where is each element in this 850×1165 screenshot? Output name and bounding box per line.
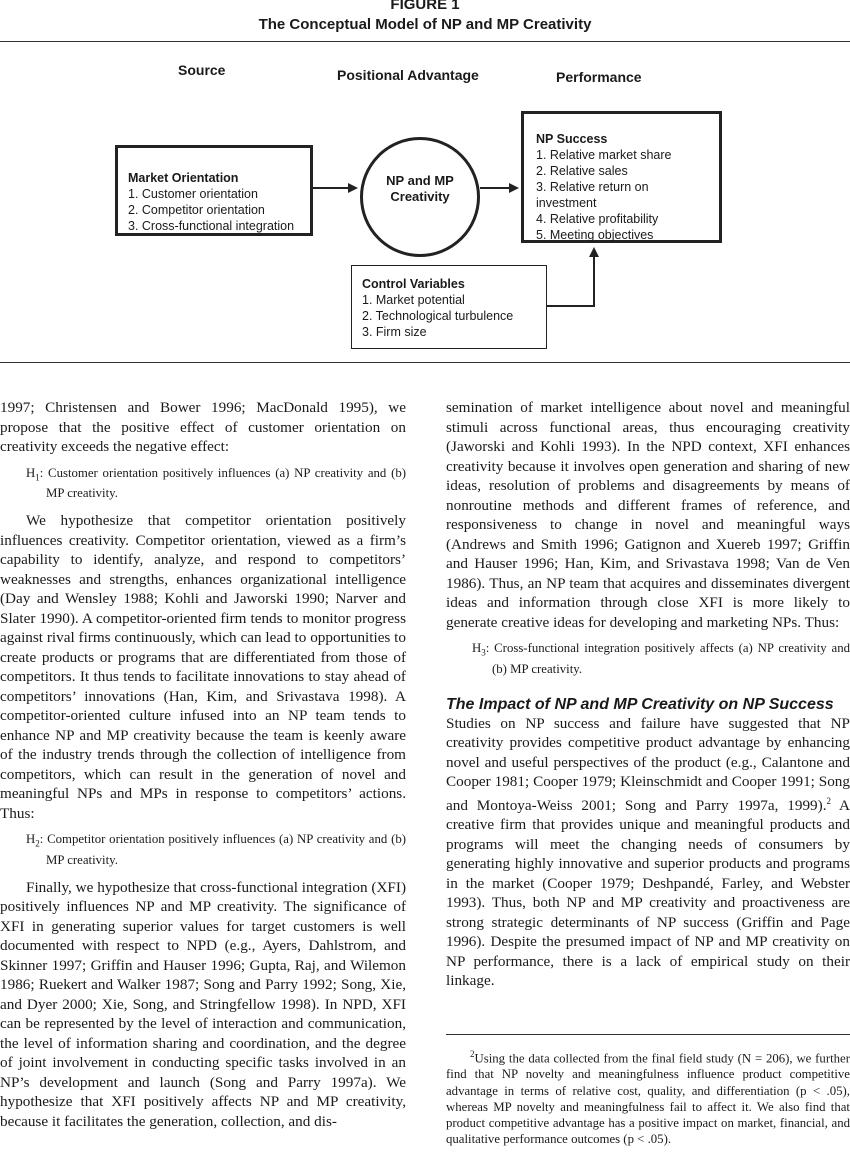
control-variables-title: Control Variables [362,277,465,291]
np-success-item: 5. Meeting objectives [536,228,654,242]
section-heading: The Impact of NP and MP Creativity on NP Success [446,695,834,713]
hypothesis-h3: $H_3$: Cross-functional integration positively affects (a) NP creativity and (b) MP creativity. [472,641,850,676]
paragraph: semination of market intelligence about novel and meaningful stimuli across functional areas, thus encouraging creativity (Jaworski and Kohli 1993). In the NPD context, XFI enhances creativity because it involves open generation and sharing of new ideas, resolution of problems and disagreements by means of nonroutine methods and different frames of reference, and responsiveness to change in novel and meaningful ways (Andrews and Smith 1996; Gatignon and Xuereb 1997; Griffin and Hauser 1996; Han, Kim, and Srivastava 1998; Van de Ven 1986). Thus, an NP team that acquires and disseminates divergent ideas and information through close XFI is more likely to generate creative ideas for developing and marketing NPs. Thus: [446,399,850,631]
footnote-rule [446,1034,850,1035]
figure-title: The Conceptual Model of NP and MP Creativity [258,16,592,33]
control-variables-box [351,265,547,349]
np-success-item: 2. Relative sales [536,164,628,178]
market-orientation-item: 3. Cross-functional integration [128,219,295,233]
footnote-ref: 2 [826,795,832,806]
creativity-circle [360,137,480,257]
figure-bottom-rule [0,362,850,363]
np-success-title: NP Success [536,132,608,146]
column-head-positional-advantage: Positional Advantage [337,67,479,83]
footnote [446,1046,850,1147]
footnote-number: 2 [470,1049,475,1059]
column-head-source: Source [178,62,226,78]
column-head-performance: Performance [556,69,642,85]
creativity-line-2: Creativity [390,189,450,204]
footnote-text: Using the data collected from the final field study (N = 206), we further find that NP novelty and meaningfulness influence product competitive advantage in terms of relative cost, quality, and differentiation (p < .05), whereas MP novelty and meaningfulness fail to affect it. We also find that product competitive advantage has a positive impact on market, financial, and qualitative performance outcomes (p < .05). [446,1051,850,1147]
creativity-line-1: NP and MP [386,173,454,188]
paragraph: We hypothesize that competitor orientation positively influences creativity. Competitor orientation, viewed as a firm’s capability to identify, analyze, and respond to competitors’ weaknesses and strengths, enhances organizational intelligence (Day and Wensley 1988; Kohli and Jaworski 1990; Narver and Slater 1990). A competitor-oriented firm tends to monitor progress against rival firms continuously, which can lead to opportunities to create products or programs that are differentiated from those of competitors. It thus tends to facilitate innovations to stay ahead of competitors’ innovations (Han, Kim, and Srivastava 1998). A competitor-oriented culture infused into an NP team tends to enhance NP and MP creativity because the team is keenly aware of the industry trends through the collection of intelligence from competitors, which can result in the generation of novel and meaningful NPs and MPs in response to competitors’ actions. Thus: [0,512,406,822]
control-variables-item: 2. Technological turbulence [362,309,514,323]
paragraph: Finally, we hypothesize that cross-functional integration (XFI) positively influences NP and MP creativity. The significance of XFI in generating superior values for target customers is well documented with respect to NPD (e.g., Ayers, Dahlstrom, and Skinner 1997; Griffin and Hauser 1996; Gupta, Raj, and Wilemon 1986; Ruekert and Walker 1987; Song and Parry 1992; Song, Xie, and Dyer 2000; Xie, Song, and Stringfellow 1998). In NPD, XFI can be represented by the level of interaction and communication, the level of information sharing and coordination, and the degree of joint involvement in conducting specific tasks involved in an NP’s development and launch (Song and Parry 1997a). We hypothesize that XFI positively affects NP and MP creativity, because it facilitates the generation, collection, and dis- [0,878,406,1130]
market-orientation-box [115,145,313,236]
hypothesis-h2: $H_2$: Competitor orientation positively influences (a) NP creativity and (b) MP creativity. [26,832,406,867]
np-success-box [521,111,722,243]
arrow-control-to-success [547,249,594,306]
paragraph: 1997; Christensen and Bower 1996; MacDonald 1995), we propose that the positive effect of customer orientation on creativity exceeds the negative effect: [0,399,406,455]
np-success-item: 3. Relative return on investment [536,180,649,210]
market-orientation-title: Market Orientation [128,171,239,185]
hypothesis-h1: $H_1$: Customer orientation positively influences (a) NP creativity and (b) MP creativity. [26,465,406,501]
np-success-item: 4. Relative profitability [536,212,659,226]
control-variables-item: 3. Firm size [362,325,427,339]
figure-label: FIGURE 1 [390,0,460,13]
control-variables-item: 1. Market potential [362,293,465,307]
market-orientation-item: 1. Customer orientation [128,187,258,201]
right-column [446,398,850,991]
paragraph: Studies on NP success and failure have suggested that NP creativity provides competitive product advantage by enhancing novel and useful perspectives of the product (e.g., Calantone and Cooper 1981; Cooper 1979; Kleinschmidt and Cooper 1991; Song and Montoya-Weiss 2001; Song and Parry 1997a, 1999).$^2$ A creative firm that provides unique and meaningful products and programs will meet the changing needs of consumers by generating highly innovative and superior products and programs in the market (Cooper 1979; Deshpandé, Farley, and Webster 1993). Thus, both NP and MP creativity and proactiveness are strong strategic determinants of NP success (Griffin and Page 1996). Despite the presumed impact of NP and MP creativity on NP performance, there is a lack of empirical study on their linkage. [446,714,850,990]
market-orientation-item: 2. Competitor orientation [128,203,265,217]
np-success-item: 1. Relative market share [536,148,672,162]
left-column [0,398,406,1131]
